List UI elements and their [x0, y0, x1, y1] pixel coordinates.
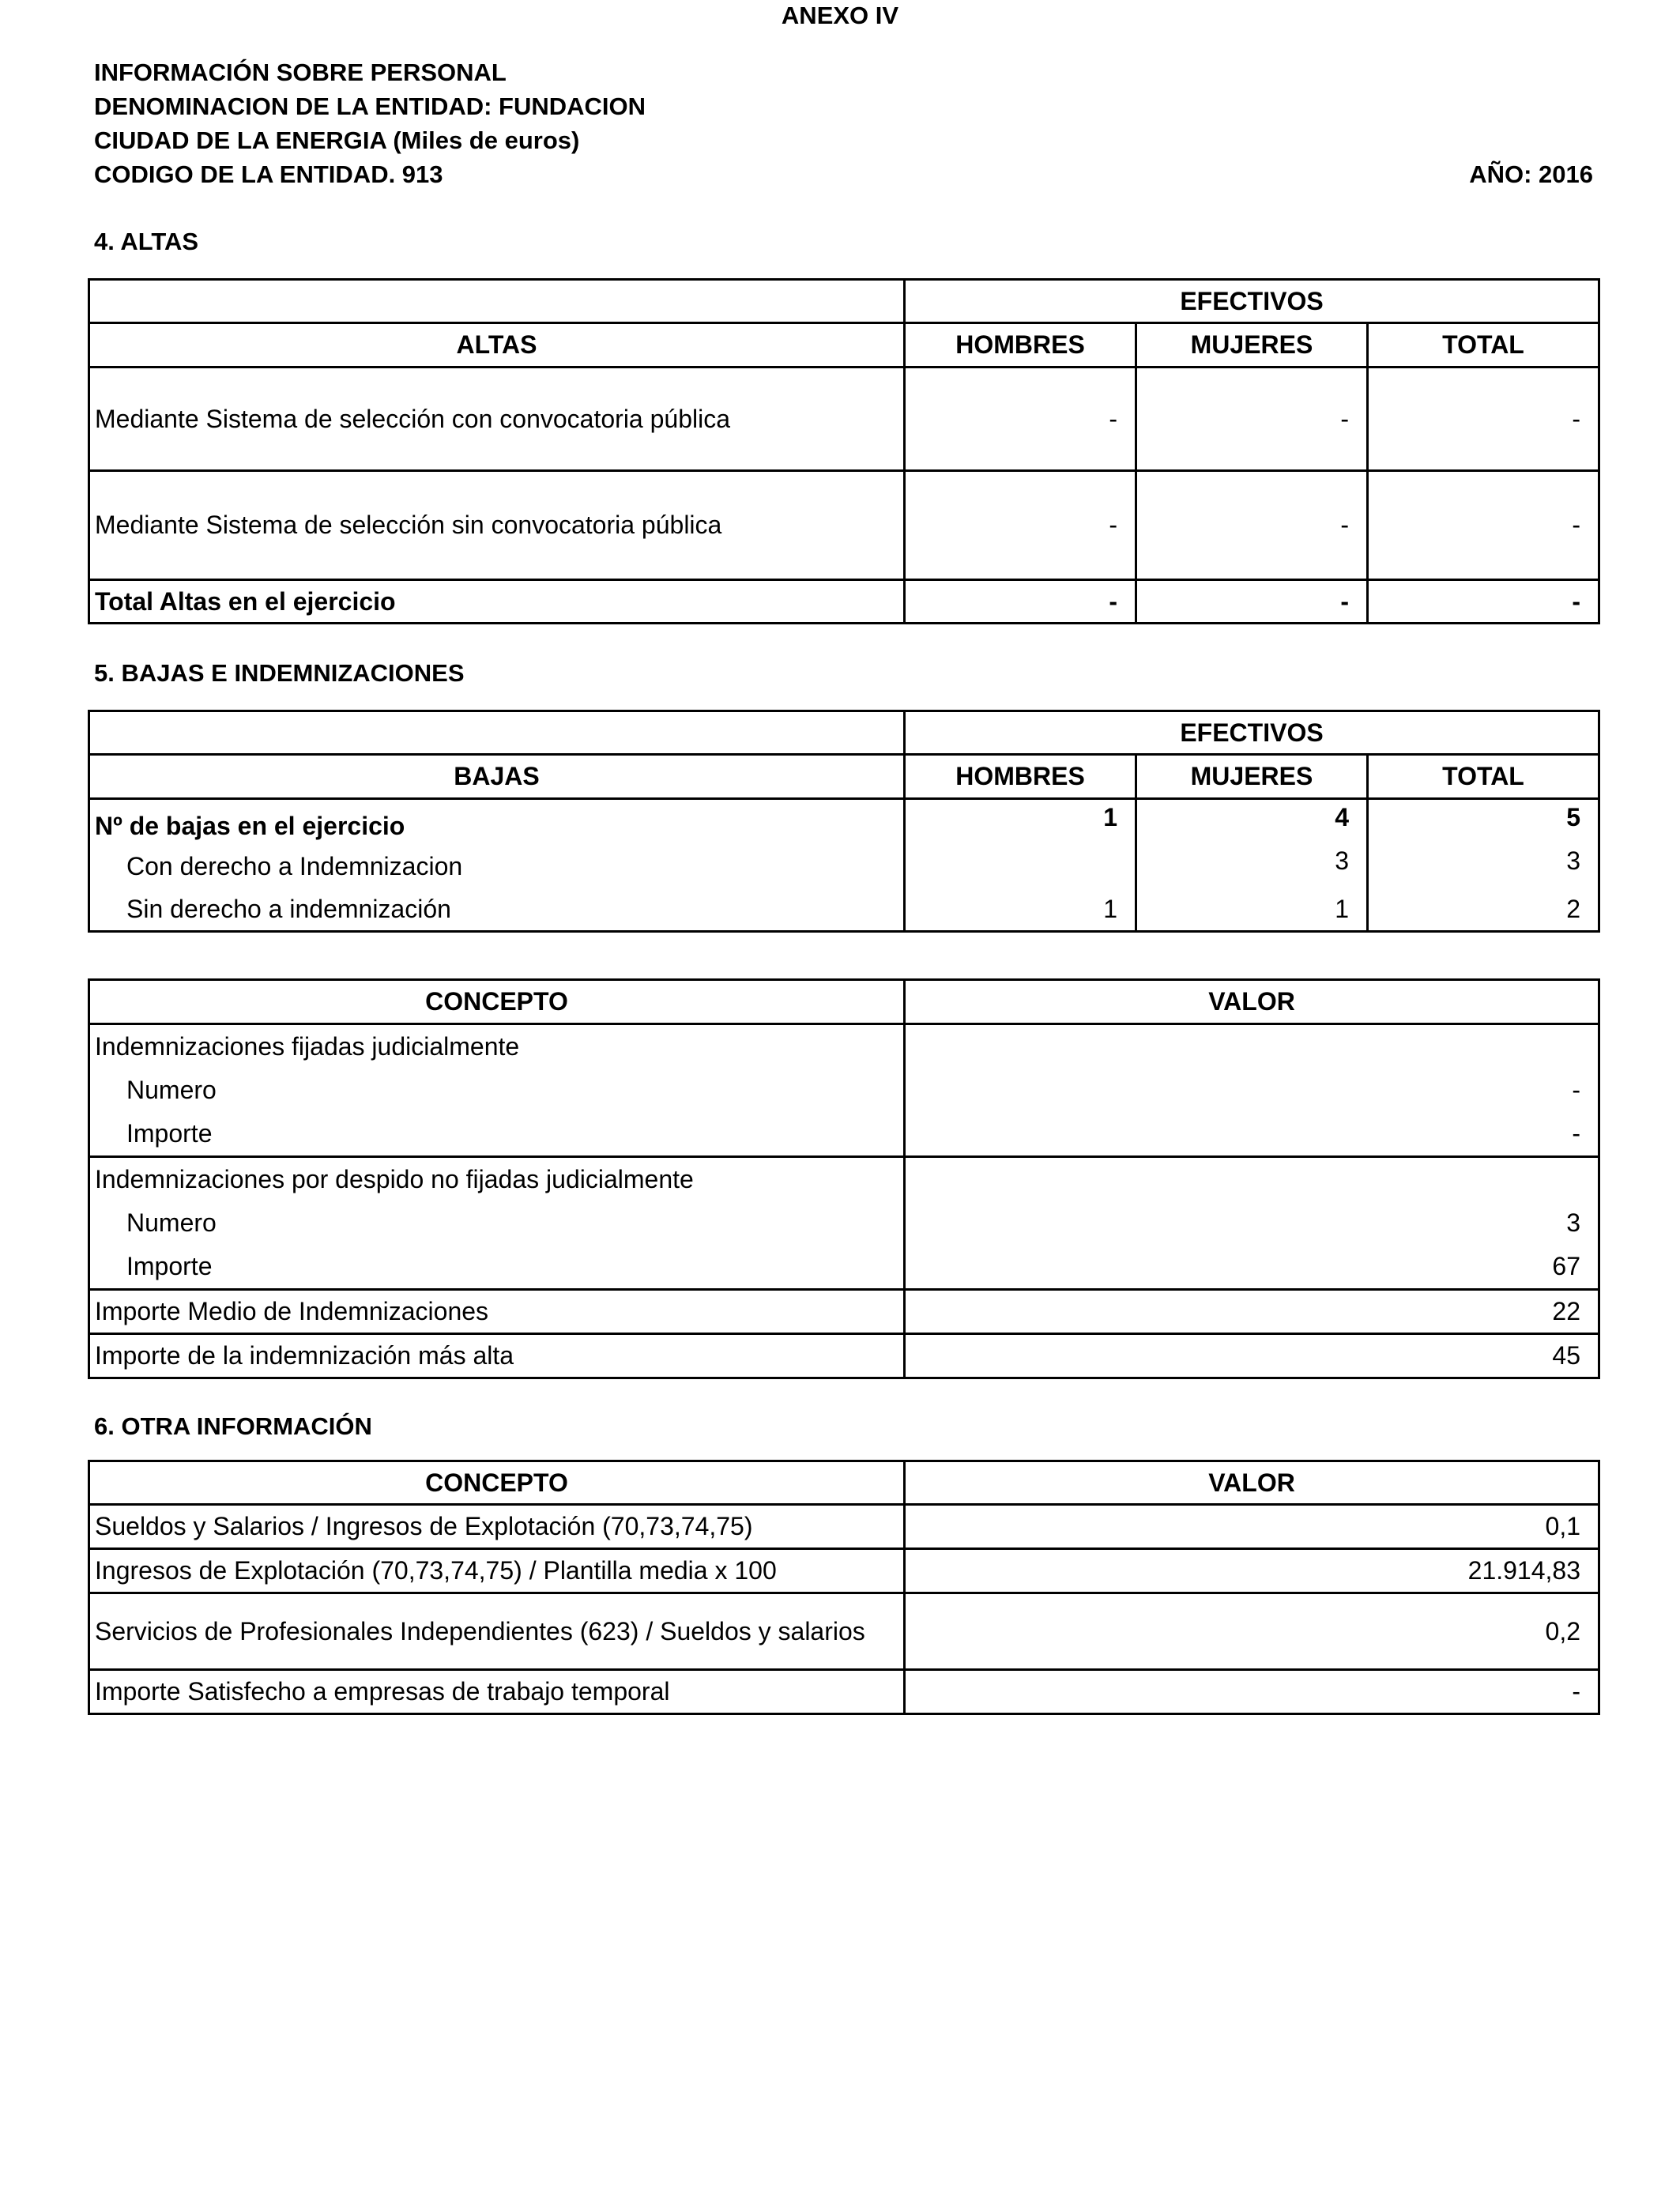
section-title-bajas: 5. BAJAS E INDEMNIZACIONES	[94, 659, 465, 687]
table-row	[89, 368, 1599, 471]
altas-total-label: Total Altas en el ejercicio	[89, 580, 905, 624]
bajas-row-total: 2	[1368, 889, 1599, 932]
bajas-row-total: 3	[1368, 845, 1599, 889]
bajas-corner-cell	[89, 711, 905, 755]
altas-row-label: Mediante Sistema de selección sin convocatoria pública	[89, 471, 905, 580]
table-row	[89, 1157, 1599, 1201]
otra-col-valor: VALOR	[905, 1461, 1599, 1505]
indem-judicial-label: Indemnizaciones fijadas judicialmente	[89, 1024, 905, 1069]
indem-mas-alta-label: Importe de la indemnización más alta	[89, 1334, 905, 1378]
table-row	[89, 1334, 1599, 1378]
indem-judicial-value	[905, 1024, 1599, 1069]
table-row	[89, 1593, 1599, 1670]
altas-row-mujeres: -	[1136, 368, 1368, 471]
bajas-col-total: TOTAL	[1368, 755, 1599, 799]
indem-judicial-numero-label: Numero	[89, 1069, 905, 1113]
altas-col-hombres: HOMBRES	[905, 323, 1136, 368]
table-row	[89, 1549, 1599, 1593]
indem-no-judicial-importe-label: Importe	[89, 1246, 905, 1290]
bajas-group-header: EFECTIVOS	[905, 711, 1599, 755]
indem-judicial-numero-value: -	[905, 1069, 1599, 1113]
altas-row-mujeres: -	[1136, 471, 1368, 580]
indem-no-judicial-label: Indemnizaciones por despido no fijadas judicialmente	[89, 1157, 905, 1201]
bajas-col-header: BAJAS	[89, 755, 905, 799]
table-row	[89, 1290, 1599, 1334]
indemnizaciones-table	[88, 978, 1600, 1379]
bajas-row-mujeres: 3	[1136, 845, 1368, 889]
indem-no-judicial-importe-value: 67	[905, 1246, 1599, 1290]
otra-row-value: 21.914,83	[905, 1549, 1599, 1593]
table-row	[89, 1069, 1599, 1113]
altas-corner-cell	[89, 280, 905, 323]
bajas-row-label: Nº de bajas en el ejercicio	[89, 799, 905, 845]
indem-mas-alta-value: 45	[905, 1334, 1599, 1378]
bajas-row-label: Con derecho a Indemnizacion	[89, 845, 905, 889]
bajas-row-mujeres: 1	[1136, 889, 1368, 932]
indem-col-concepto: CONCEPTO	[89, 980, 905, 1024]
altas-total-hombres: -	[905, 580, 1136, 624]
table-row	[89, 845, 1599, 889]
year-label: AÑO: 2016	[1469, 160, 1593, 188]
altas-col-mujeres: MUJERES	[1136, 323, 1368, 368]
indem-no-judicial-value	[905, 1157, 1599, 1201]
indem-medio-label: Importe Medio de Indemnizaciones	[89, 1290, 905, 1334]
bajas-row-label: Sin derecho a indemnización	[89, 889, 905, 932]
header-line-code: CODIGO DE LA ENTIDAD. 913	[94, 160, 443, 188]
otra-row-label: Importe Satisfecho a empresas de trabajo temporal	[89, 1670, 905, 1714]
table-row	[89, 580, 1599, 624]
altas-total-mujeres: -	[1136, 580, 1368, 624]
bajas-row-hombres: 1	[905, 889, 1136, 932]
altas-row-total: -	[1368, 471, 1599, 580]
header-line-city: CIUDAD DE LA ENERGIA (Miles de euros)	[94, 126, 580, 154]
otra-row-value: 0,1	[905, 1505, 1599, 1549]
indem-medio-value: 22	[905, 1290, 1599, 1334]
otra-row-label: Ingresos de Explotación (70,73,74,75) / Plantilla media x 100	[89, 1549, 905, 1593]
altas-row-hombres: -	[905, 368, 1136, 471]
altas-table	[88, 278, 1600, 624]
bajas-row-hombres	[905, 845, 1136, 889]
otra-row-value: 0,2	[905, 1593, 1599, 1670]
table-row	[89, 799, 1599, 845]
altas-col-total: TOTAL	[1368, 323, 1599, 368]
header-line-entity: DENOMINACION DE LA ENTIDAD: FUNDACION	[94, 92, 646, 120]
bajas-table	[88, 710, 1600, 933]
indem-judicial-importe-label: Importe	[89, 1113, 905, 1157]
altas-col-header: ALTAS	[89, 323, 905, 368]
indem-no-judicial-numero-label: Numero	[89, 1201, 905, 1246]
indem-col-valor: VALOR	[905, 980, 1599, 1024]
otra-table	[88, 1460, 1600, 1715]
header-line-info: INFORMACIÓN SOBRE PERSONAL	[94, 58, 507, 86]
indem-no-judicial-numero-value: 3	[905, 1201, 1599, 1246]
otra-row-label: Servicios de Profesionales Independientes (623) / Sueldos y salarios	[89, 1593, 905, 1670]
section-title-altas: 4. ALTAS	[94, 228, 199, 255]
otra-col-concepto: CONCEPTO	[89, 1461, 905, 1505]
bajas-row-total: 5	[1368, 799, 1599, 845]
altas-row-label: Mediante Sistema de selección con convocatoria pública	[89, 368, 905, 471]
table-row	[89, 1505, 1599, 1549]
altas-row-hombres: -	[905, 471, 1136, 580]
document-title: ANEXO IV	[781, 2, 899, 29]
table-row	[89, 889, 1599, 932]
otra-row-label: Sueldos y Salarios / Ingresos de Explotación (70,73,74,75)	[89, 1505, 905, 1549]
bajas-col-mujeres: MUJERES	[1136, 755, 1368, 799]
table-row	[89, 1670, 1599, 1714]
indem-judicial-importe-value: -	[905, 1113, 1599, 1157]
section-title-otra: 6. OTRA INFORMACIÓN	[94, 1412, 372, 1440]
bajas-col-hombres: HOMBRES	[905, 755, 1136, 799]
table-row	[89, 1201, 1599, 1246]
altas-row-total: -	[1368, 368, 1599, 471]
bajas-row-mujeres: 4	[1136, 799, 1368, 845]
table-row	[89, 471, 1599, 580]
altas-total-total: -	[1368, 580, 1599, 624]
table-row	[89, 1113, 1599, 1157]
table-row	[89, 1024, 1599, 1069]
altas-group-header: EFECTIVOS	[905, 280, 1599, 323]
table-row	[89, 1246, 1599, 1290]
bajas-row-hombres: 1	[905, 799, 1136, 845]
otra-row-value: -	[905, 1670, 1599, 1714]
